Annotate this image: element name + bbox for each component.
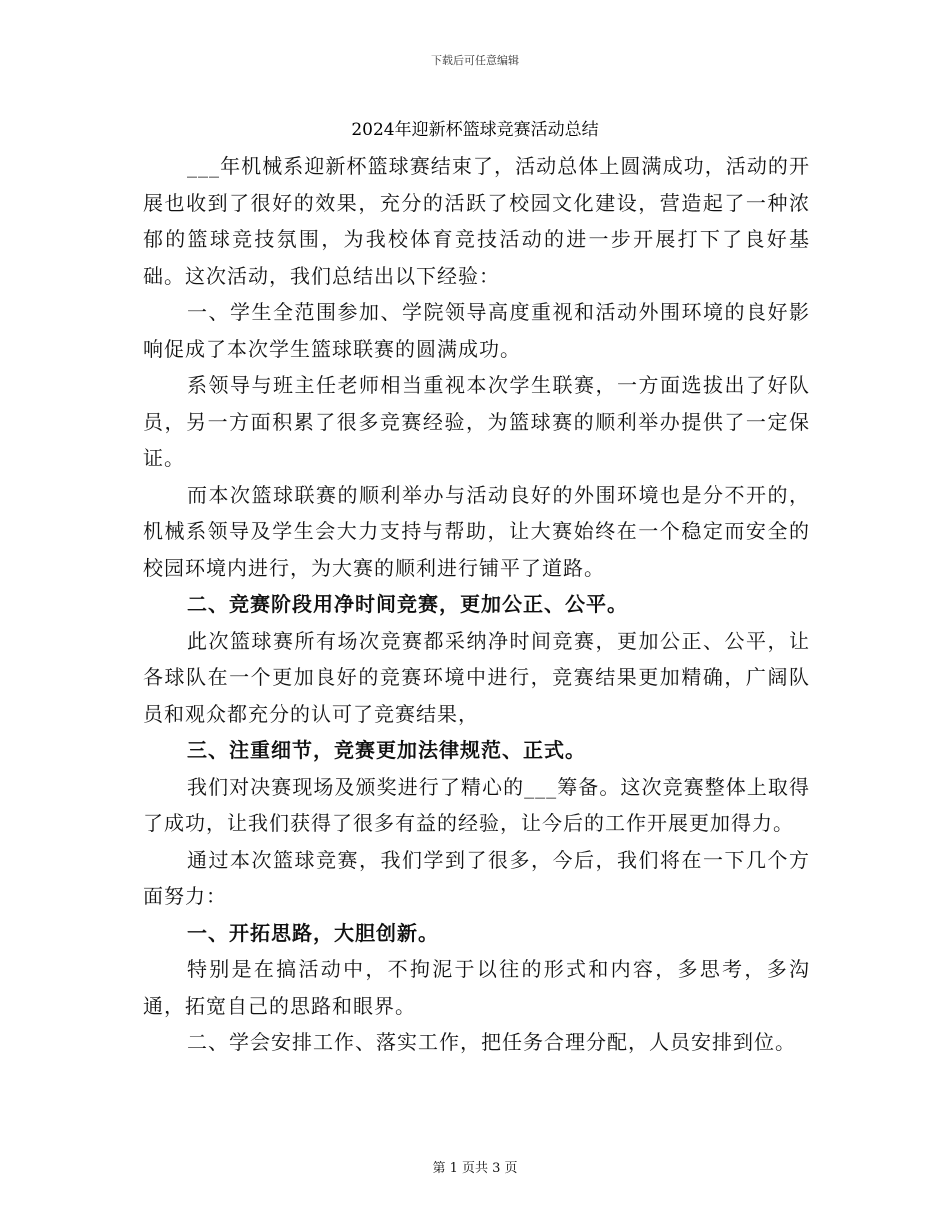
paragraph-environment: 而本次篮球联赛的顺利举办与活动良好的外围环境也是分不开的，机械系领导及学生会大力支持与帮助，让大赛始终在一个稳定而安全的校园环境内进行，为大赛的顺利进行铺平了道路。	[143, 482, 810, 580]
paragraph-point-1: 一、学生全范围参加、学院领导高度重视和活动外围环境的良好影响促成了本次学生篮球联赛的圆满成功。	[143, 300, 810, 361]
document-title: 2024年迎新杯篮球竞赛活动总结	[351, 120, 599, 140]
heading-point-2: 二、竞赛阶段用净时间竞赛，更加公正、公平。	[187, 592, 628, 616]
paragraph-innovate: 特别是在搞活动中，不拘泥于以往的形式和内容，多思考，多沟通，拓宽自己的思路和眼界。	[143, 957, 810, 1018]
page-header: 下载后可任意编辑	[431, 54, 519, 67]
paragraph-finals: 我们对决赛现场及颁奖进行了精心的___筹备。这次竞赛整体上取得了成功，让我们获得了很多有益的经验，让今后的工作开展更加得力。	[143, 774, 810, 835]
page-footer: 第 1 页共 3 页	[432, 1161, 518, 1176]
heading-innovate: 一、开拓思路，大胆创新。	[187, 920, 439, 945]
heading-point-3: 三、注重细节，竞赛更加法律规范、正式。	[187, 738, 586, 762]
paragraph-net-time: 此次篮球赛所有场次竞赛都采纳净时间竞赛，更加公正、公平，让各球队在一个更加良好的竞赛环境中进行，竞赛结果更加精确，广阔队员和观众都充分的认可了竞赛结果，	[143, 628, 810, 726]
document-body	[143, 148, 810, 1061]
paragraph-arrange-work: 二、学会安排工作、落实工作，把任务合理分配，人员安排到位。	[187, 1030, 796, 1054]
paragraph-leaders: 系领导与班主任老师相当重视本次学生联赛，一方面选拔出了好队员，另一方面积累了很多竞赛经验，为篮球赛的顺利举办提供了一定保证。	[143, 373, 810, 470]
paragraph-intro: ___年机械系迎新杯篮球赛结束了，活动总体上圆满成功，活动的开展也收到了很好的效果，充分的活跃了校园文化建设，营造起了一种浓郁的篮球竞技氛围，为我校体育竞技活动的进一步开展打下了良好基础。这次活动，我们总结出以下经验：	[143, 154, 810, 288]
paragraph-future: 通过本次篮球竞赛，我们学到了很多，今后，我们将在一下几个方面努力：	[143, 847, 810, 908]
